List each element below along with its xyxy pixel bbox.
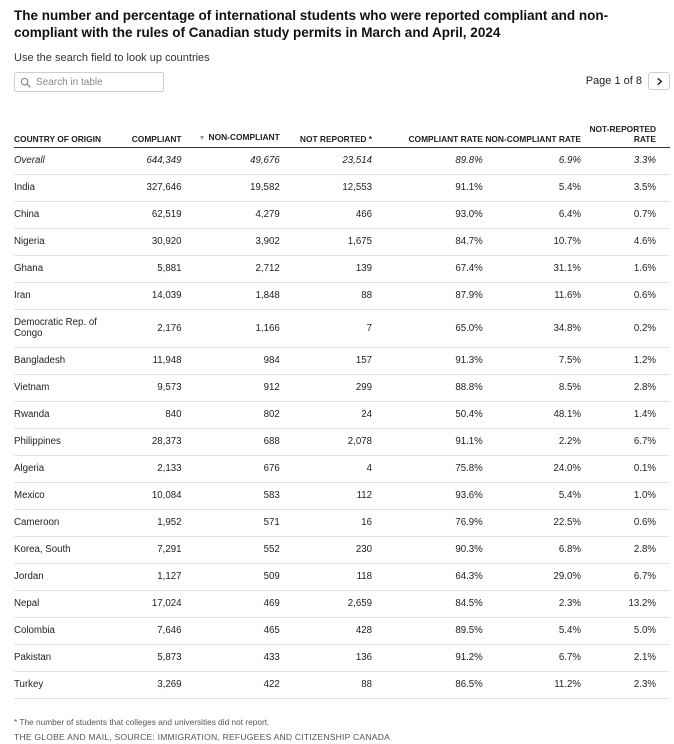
cell-non-compliant-rate: 5.4% <box>483 174 581 201</box>
table-row-overall <box>14 147 670 174</box>
cell-country: Mexico <box>14 482 107 509</box>
cell-not-reported: 1,675 <box>280 228 372 255</box>
cell-not-reported: 112 <box>280 482 372 509</box>
cell-country: Turkey <box>14 671 107 698</box>
table-row <box>14 428 670 455</box>
table-row <box>14 255 670 282</box>
cell-not-reported-rate: 2.8% <box>581 536 670 563</box>
table-row <box>14 201 670 228</box>
cell-compliant: 644,349 <box>107 147 181 174</box>
cell-country: India <box>14 174 107 201</box>
cell-country: Ghana <box>14 255 107 282</box>
cell-compliant: 10,084 <box>107 482 181 509</box>
cell-not-reported: 2,659 <box>280 590 372 617</box>
pagination <box>586 72 670 90</box>
cell-not-reported: 2,078 <box>280 428 372 455</box>
table-row <box>14 509 670 536</box>
cell-not-reported-rate: 2.3% <box>581 671 670 698</box>
cell-non-compliant-rate: 48.1% <box>483 401 581 428</box>
table-row <box>14 347 670 374</box>
cell-not-reported: 157 <box>280 347 372 374</box>
cell-not-reported: 136 <box>280 644 372 671</box>
table-row <box>14 401 670 428</box>
cell-not-reported-rate: 0.2% <box>581 309 670 347</box>
cell-non-compliant: 4,279 <box>182 201 280 228</box>
cell-non-compliant-rate: 8.5% <box>483 374 581 401</box>
cell-non-compliant: 571 <box>182 509 280 536</box>
cell-compliant-rate: 67.4% <box>372 255 483 282</box>
cell-compliant: 9,573 <box>107 374 181 401</box>
cell-non-compliant-rate: 10.7% <box>483 228 581 255</box>
cell-non-compliant: 19,582 <box>182 174 280 201</box>
cell-not-reported-rate: 3.5% <box>581 174 670 201</box>
cell-non-compliant: 3,902 <box>182 228 280 255</box>
cell-non-compliant: 688 <box>182 428 280 455</box>
search-icon <box>20 77 31 88</box>
cell-compliant-rate: 64.3% <box>372 563 483 590</box>
cell-compliant: 2,176 <box>107 309 181 347</box>
table-row <box>14 482 670 509</box>
cell-non-compliant-rate: 29.0% <box>483 563 581 590</box>
search-instructions: Use the search field to look up countries <box>14 52 210 64</box>
cell-compliant-rate: 76.9% <box>372 509 483 536</box>
cell-compliant-rate: 89.5% <box>372 617 483 644</box>
cell-not-reported: 4 <box>280 455 372 482</box>
table-row <box>14 374 670 401</box>
column-header-country[interactable]: COUNTRY OF ORIGIN <box>14 110 107 147</box>
cell-not-reported-rate: 13.2% <box>581 590 670 617</box>
cell-country: Pakistan <box>14 644 107 671</box>
cell-compliant: 14,039 <box>107 282 181 309</box>
cell-not-reported-rate: 0.6% <box>581 509 670 536</box>
cell-not-reported-rate: 3.3% <box>581 147 670 174</box>
cell-country: Rwanda <box>14 401 107 428</box>
search-field[interactable] <box>14 72 164 92</box>
column-header-non-compliant-rate[interactable]: NON-COMPLIANT RATE <box>483 110 581 147</box>
cell-compliant-rate: 91.2% <box>372 644 483 671</box>
cell-non-compliant-rate: 6.4% <box>483 201 581 228</box>
cell-not-reported: 230 <box>280 536 372 563</box>
cell-compliant-rate: 90.3% <box>372 536 483 563</box>
table-row <box>14 590 670 617</box>
cell-non-compliant: 676 <box>182 455 280 482</box>
cell-country: Jordan <box>14 563 107 590</box>
column-header-non-compliant[interactable]: ▼ NON-COMPLIANT <box>182 110 280 147</box>
cell-not-reported: 139 <box>280 255 372 282</box>
cell-compliant: 17,024 <box>107 590 181 617</box>
cell-compliant: 327,646 <box>107 174 181 201</box>
table-row <box>14 228 670 255</box>
cell-not-reported: 299 <box>280 374 372 401</box>
chevron-right-icon <box>655 77 664 86</box>
cell-non-compliant-rate: 31.1% <box>483 255 581 282</box>
column-header-compliant[interactable]: COMPLIANT <box>107 110 181 147</box>
cell-non-compliant-rate: 22.5% <box>483 509 581 536</box>
column-header-not-reported[interactable]: NOT REPORTED * <box>280 110 372 147</box>
cell-not-reported-rate: 0.1% <box>581 455 670 482</box>
cell-country: Bangladesh <box>14 347 107 374</box>
cell-compliant: 1,127 <box>107 563 181 590</box>
cell-compliant: 30,920 <box>107 228 181 255</box>
cell-compliant: 7,291 <box>107 536 181 563</box>
cell-compliant: 5,881 <box>107 255 181 282</box>
cell-non-compliant: 1,166 <box>182 309 280 347</box>
cell-compliant-rate: 93.6% <box>372 482 483 509</box>
cell-compliant-rate: 84.7% <box>372 228 483 255</box>
cell-country: Colombia <box>14 617 107 644</box>
cell-compliant-rate: 91.1% <box>372 428 483 455</box>
cell-not-reported-rate: 6.7% <box>581 563 670 590</box>
cell-non-compliant-rate: 6.8% <box>483 536 581 563</box>
cell-not-reported-rate: 6.7% <box>581 428 670 455</box>
sort-desc-icon: ▼ <box>198 134 206 142</box>
cell-not-reported-rate: 1.4% <box>581 401 670 428</box>
cell-compliant-rate: 91.3% <box>372 347 483 374</box>
table-row <box>14 671 670 698</box>
footnote: * The number of students that colleges and universities did not report. <box>14 717 270 727</box>
cell-not-reported-rate: 2.1% <box>581 644 670 671</box>
cell-compliant: 1,952 <box>107 509 181 536</box>
cell-non-compliant: 49,676 <box>182 147 280 174</box>
search-input[interactable] <box>36 77 156 88</box>
cell-not-reported-rate: 4.6% <box>581 228 670 255</box>
cell-not-reported-rate: 2.8% <box>581 374 670 401</box>
cell-compliant-rate: 84.5% <box>372 590 483 617</box>
cell-compliant: 62,519 <box>107 201 181 228</box>
cell-not-reported-rate: 1.0% <box>581 482 670 509</box>
cell-compliant: 11,948 <box>107 347 181 374</box>
cell-compliant: 840 <box>107 401 181 428</box>
cell-country: Nigeria <box>14 228 107 255</box>
cell-non-compliant-rate: 11.2% <box>483 671 581 698</box>
cell-compliant-rate: 87.9% <box>372 282 483 309</box>
column-header-not-reported-rate[interactable]: NOT-REPORTED RATE <box>581 110 670 147</box>
cell-country: China <box>14 201 107 228</box>
cell-non-compliant-rate: 2.2% <box>483 428 581 455</box>
cell-compliant-rate: 86.5% <box>372 671 483 698</box>
table-row <box>14 282 670 309</box>
cell-non-compliant: 433 <box>182 644 280 671</box>
cell-non-compliant-rate: 34.8% <box>483 309 581 347</box>
cell-country: Vietnam <box>14 374 107 401</box>
cell-compliant-rate: 88.8% <box>372 374 483 401</box>
cell-non-compliant-rate: 24.0% <box>483 455 581 482</box>
cell-not-reported: 428 <box>280 617 372 644</box>
cell-non-compliant-rate: 6.9% <box>483 147 581 174</box>
table-header-row <box>14 110 670 147</box>
table-row <box>14 536 670 563</box>
cell-compliant-rate: 91.1% <box>372 174 483 201</box>
source-credit: THE GLOBE AND MAIL, SOURCE: IMMIGRATION, REFUGEES AND CITIZENSHIP CANADA <box>14 732 391 742</box>
cell-not-reported: 23,514 <box>280 147 372 174</box>
cell-non-compliant: 802 <box>182 401 280 428</box>
cell-not-reported: 24 <box>280 401 372 428</box>
cell-country: Democratic Rep. of Congo <box>14 309 107 347</box>
cell-country: Overall <box>14 147 107 174</box>
table-row <box>14 644 670 671</box>
cell-compliant-rate: 75.8% <box>372 455 483 482</box>
cell-not-reported-rate: 1.2% <box>581 347 670 374</box>
cell-compliant: 5,873 <box>107 644 181 671</box>
cell-non-compliant: 583 <box>182 482 280 509</box>
cell-not-reported: 118 <box>280 563 372 590</box>
cell-country: Nepal <box>14 590 107 617</box>
cell-not-reported: 88 <box>280 671 372 698</box>
page-indicator: Page 1 of 8 <box>585 75 642 87</box>
cell-not-reported-rate: 0.6% <box>581 282 670 309</box>
cell-country: Iran <box>14 282 107 309</box>
cell-compliant: 28,373 <box>107 428 181 455</box>
cell-compliant-rate: 93.0% <box>372 201 483 228</box>
cell-non-compliant-rate: 5.4% <box>483 482 581 509</box>
cell-non-compliant: 552 <box>182 536 280 563</box>
column-header-compliant-rate[interactable]: COMPLIANT RATE <box>372 110 483 147</box>
cell-non-compliant: 1,848 <box>182 282 280 309</box>
cell-not-reported-rate: 1.6% <box>581 255 670 282</box>
table-body <box>14 147 670 698</box>
cell-not-reported: 12,553 <box>280 174 372 201</box>
table-row <box>14 309 670 347</box>
cell-non-compliant: 469 <box>182 590 280 617</box>
next-page-button[interactable] <box>648 72 670 90</box>
cell-compliant: 3,269 <box>107 671 181 698</box>
page-title: The number and percentage of international students who were reported compliant and non-compliant with the rules of Canadian study permits in March and April, 2024 <box>14 8 609 40</box>
cell-not-reported: 7 <box>280 309 372 347</box>
table-row <box>14 455 670 482</box>
cell-non-compliant: 422 <box>182 671 280 698</box>
cell-non-compliant-rate: 11.6% <box>483 282 581 309</box>
table-row <box>14 174 670 201</box>
cell-country: Philippines <box>14 428 107 455</box>
cell-non-compliant: 465 <box>182 617 280 644</box>
cell-not-reported: 16 <box>280 509 372 536</box>
cell-country: Algeria <box>14 455 107 482</box>
cell-compliant-rate: 50.4% <box>372 401 483 428</box>
data-table <box>14 110 670 699</box>
cell-non-compliant: 984 <box>182 347 280 374</box>
cell-country: Cameroon <box>14 509 107 536</box>
cell-non-compliant-rate: 7.5% <box>483 347 581 374</box>
cell-compliant-rate: 89.8% <box>372 147 483 174</box>
cell-non-compliant: 509 <box>182 563 280 590</box>
cell-not-reported-rate: 0.7% <box>581 201 670 228</box>
table-row <box>14 563 670 590</box>
cell-compliant: 2,133 <box>107 455 181 482</box>
table-row <box>14 617 670 644</box>
cell-compliant-rate: 65.0% <box>372 309 483 347</box>
cell-not-reported: 88 <box>280 282 372 309</box>
cell-non-compliant: 2,712 <box>182 255 280 282</box>
cell-non-compliant-rate: 5.4% <box>483 617 581 644</box>
cell-non-compliant-rate: 6.7% <box>483 644 581 671</box>
cell-non-compliant: 912 <box>182 374 280 401</box>
cell-non-compliant-rate: 2.3% <box>483 590 581 617</box>
cell-not-reported-rate: 5.0% <box>581 617 670 644</box>
cell-country: Korea, South <box>14 536 107 563</box>
cell-compliant: 7,646 <box>107 617 181 644</box>
cell-not-reported: 466 <box>280 201 372 228</box>
